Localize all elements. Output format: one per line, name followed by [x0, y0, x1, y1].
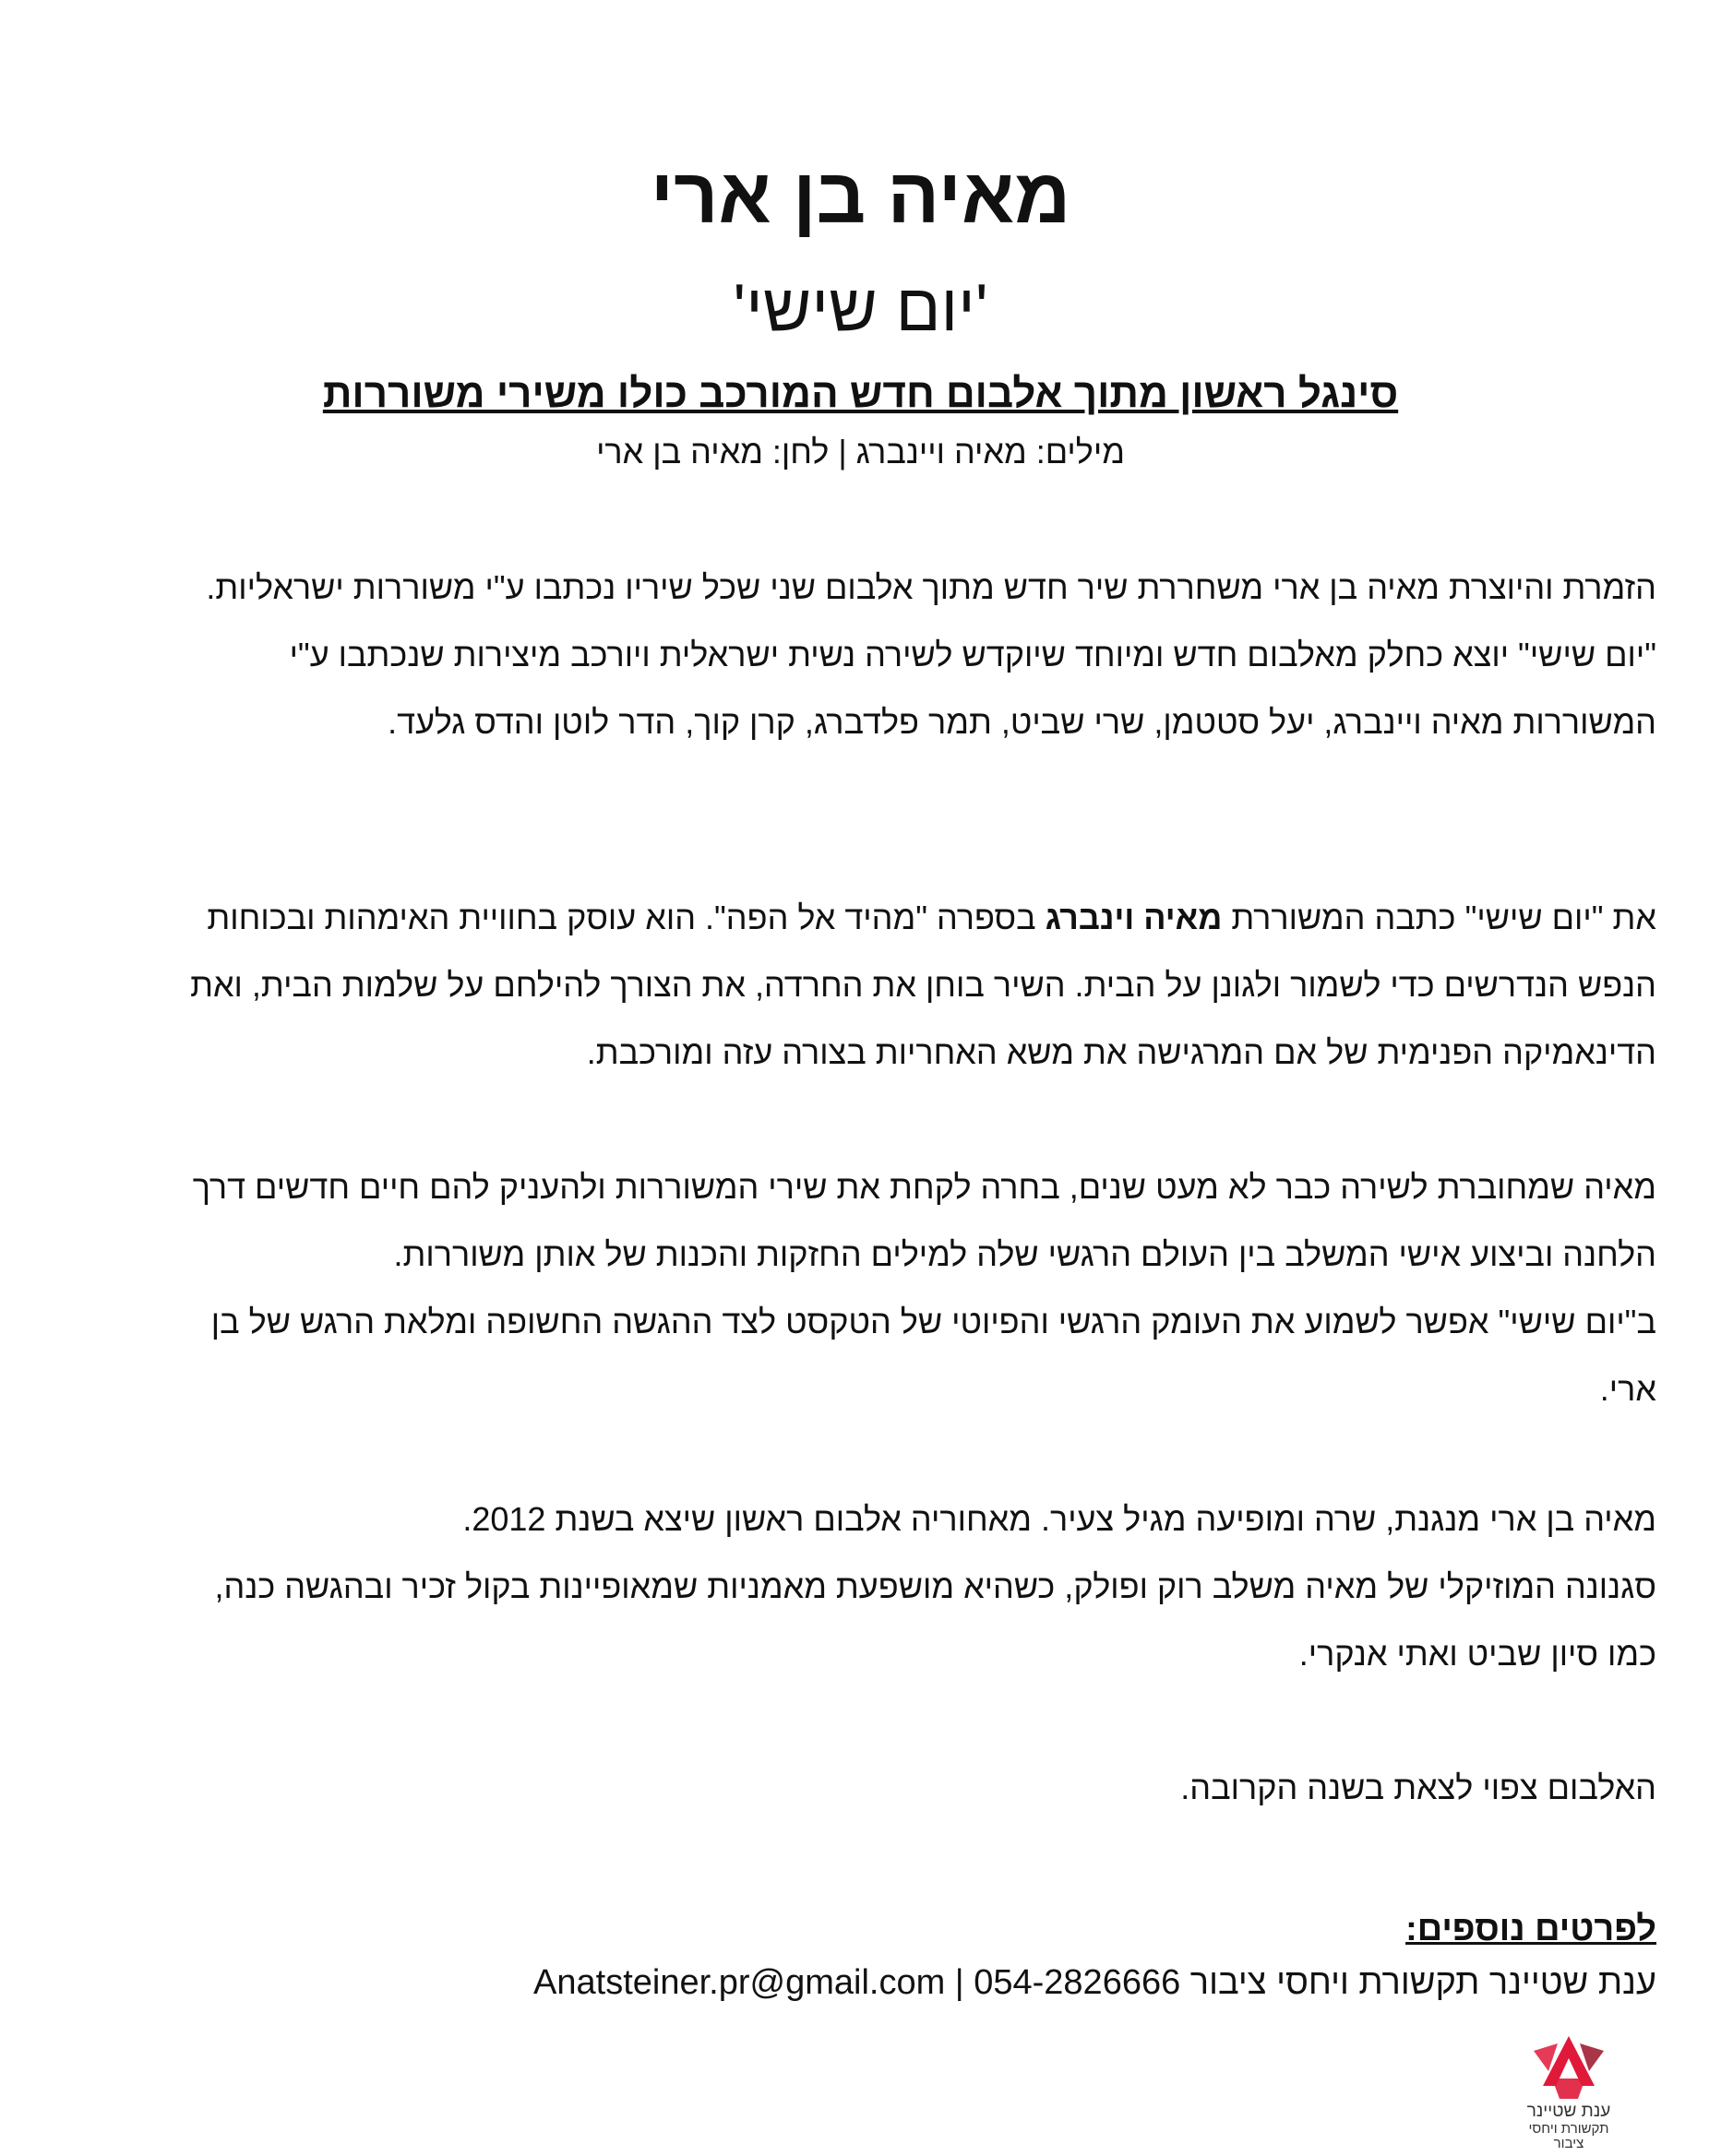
contact-heading: לפרטים נוספים:	[1405, 1910, 1656, 1948]
paragraph-intro	[55, 554, 1656, 756]
contact-details: ענת שטיינר תקשורת ויחסי ציבור 054-2826666 | Anatsteiner.pr@gmail.com	[533, 1963, 1656, 2002]
poet-name-bold: מאיה וינברג	[1045, 899, 1223, 936]
pr-agency-logo	[1513, 2034, 1624, 2150]
song-credits: מילים: מאיה ויינברג | לחן: מאיה בן ארי	[596, 433, 1125, 471]
paragraph-artist-poetry	[55, 1153, 1656, 1423]
paragraph-line: הלחנה וביצוע אישי המשלב בין העולם הרגשי שלה למילים החזקות והכנות של אותן משוררות.	[393, 1235, 1656, 1273]
paragraph-line: הדינאמיקה הפנימית של אם המרגישה את משא האחריות בצורה עזה ומורכבת.	[586, 1033, 1656, 1071]
logo-agency-name: ענת שטיינר	[1526, 2102, 1611, 2121]
pr-logo-mark-icon	[1530, 2034, 1607, 2102]
artist-title: מאיה בן ארי	[650, 152, 1071, 239]
paragraph-line: כמו סיון שביט ואתי אנקרי.	[1298, 1635, 1656, 1673]
song-title: 'יום שישי'	[733, 271, 988, 345]
paragraph-text: בספרה "מהיד אל הפה". הוא עוסק בחוויית האימהות ובכוחות	[207, 899, 1046, 936]
paragraph-line: סגנונה המוזיקלי של מאיה משלב רוק ופולק, כשהיא מושפעת מאמניות שמאופיינות בקול זכיר ובהגשה כנה,	[214, 1567, 1656, 1605]
paragraph-song-about	[55, 884, 1656, 1086]
paragraph-line: ב"יום שישי" אפשר לשמוע את העומק הרגשי והפיוטי של הטקסט לצד ההגשה החשופה ומלאת הרגש של בן	[210, 1303, 1656, 1340]
paragraph-line: "יום שישי" יוצא כחלק מאלבום חדש ומיוחד שיוקדש לשירה נשית ישראלית ויורכב מיצירות שנכתבו ע"י	[289, 636, 1656, 673]
paragraph-artist-bio	[55, 1485, 1656, 1687]
paragraph-album-release	[55, 1754, 1656, 1821]
tagline: סינגל ראשון מתוך אלבום חדש המורכב כולו משירי משוררות	[322, 371, 1399, 416]
paragraph-line: ארי.	[1599, 1370, 1656, 1408]
paragraph-line: המשוררות מאיה ויינברג, יעל סטטמן, שרי שביט, תמר פלדברג, קרן קוך, הדר לוטן והדס גלעד.	[388, 703, 1656, 741]
paragraph-line: האלבום צפוי לצאת בשנה הקרובה.	[1180, 1769, 1656, 1806]
paragraph-text: את "יום שישי" כתבה המשוררת	[1222, 899, 1656, 936]
paragraph-line: הזמרת והיוצרת מאיה בן ארי משחררת שיר חדש מתוך אלבום שני שכל שיריו נכתבו ע"י משוררות ישראליות.	[206, 568, 1656, 606]
paragraph-line	[55, 884, 1656, 951]
paragraph-line: מאיה בן ארי מנגנת, שרה ומופיעה מגיל צעיר. מאחוריה אלבום ראשון שיצא בשנת 2012.	[462, 1500, 1656, 1538]
paragraph-line: מאיה שמחוברת לשירה כבר לא מעט שנים, בחרה לקחת את שירי המשוררות ולהעניק להם חיים חדשים דרך	[192, 1168, 1656, 1206]
logo-agency-subtitle: תקשורת ויחסי ציבור	[1528, 2120, 1609, 2152]
paragraph-line: הנפש הנדרשים כדי לשמור ולגונן על הבית. השיר בוחן את החרדה, את הצורך להילחם על שלמות הבית, ואת	[190, 966, 1656, 1004]
